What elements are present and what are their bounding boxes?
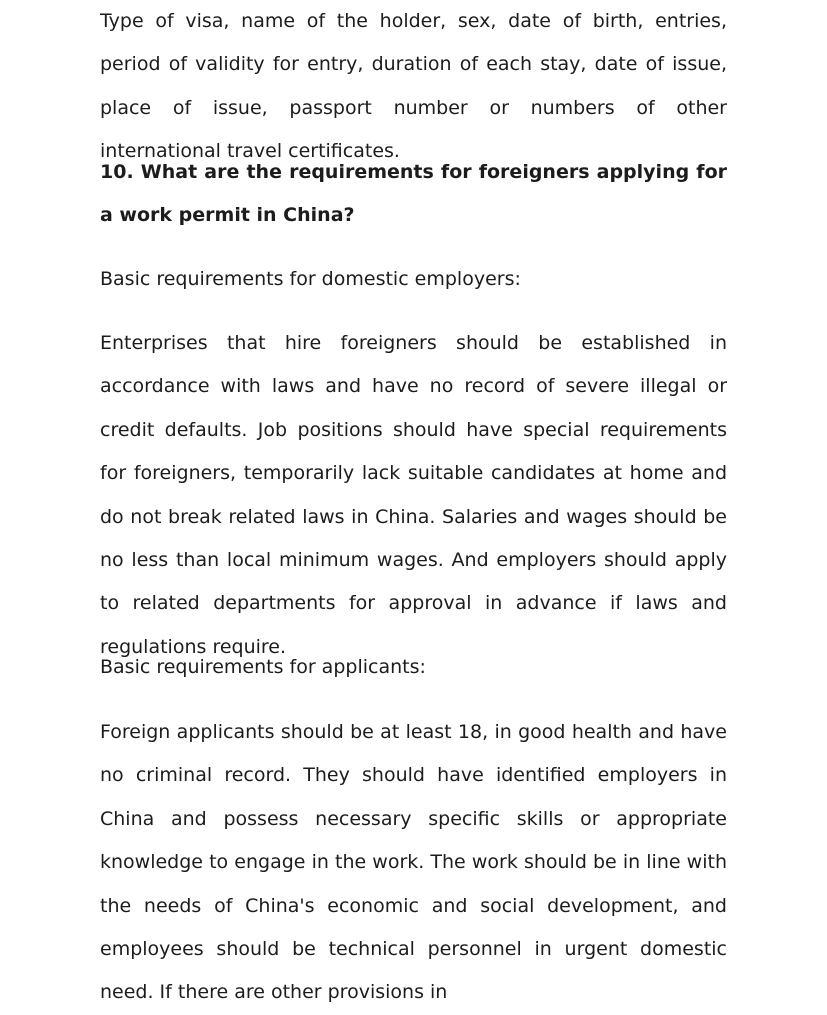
applicants-paragraph: Foreign applicants should be at least 18, in good health and have no criminal record. They should have identified employers in China and possess necessary specific skills or appropriate knowledge to engage in the work. The work should be in line with the needs of China's economic and social development, and employees should be technical personnel in urgent domestic need. If there are other provisions in bbox=[100, 721, 727, 1004]
applicants-subheading: Basic requirements for applicants: bbox=[100, 656, 426, 678]
employers-paragraph: Enterprises that hire foreigners should be established in accordance with laws and have no record of severe illegal or credit defaults. Job positions should have special requirements for foreigners, temporarily lack suitable candidates at home and do not break related laws in China. Salaries and wages should be no less than local minimum wages. And employers should apply to related departments for approval in advance if laws and regulations require. bbox=[100, 332, 727, 658]
employers-subheading: Basic requirements for domestic employers: bbox=[100, 268, 521, 290]
intro-paragraph: Type of visa, name of the holder, sex, date of birth, entries, period of validity for entry, duration of each stay, date of issue, place of issue, passport number or numbers of other international travel certificates. bbox=[100, 10, 727, 163]
question-heading: 10. What are the requirements for foreigners applying for a work permit in China? bbox=[100, 161, 727, 227]
